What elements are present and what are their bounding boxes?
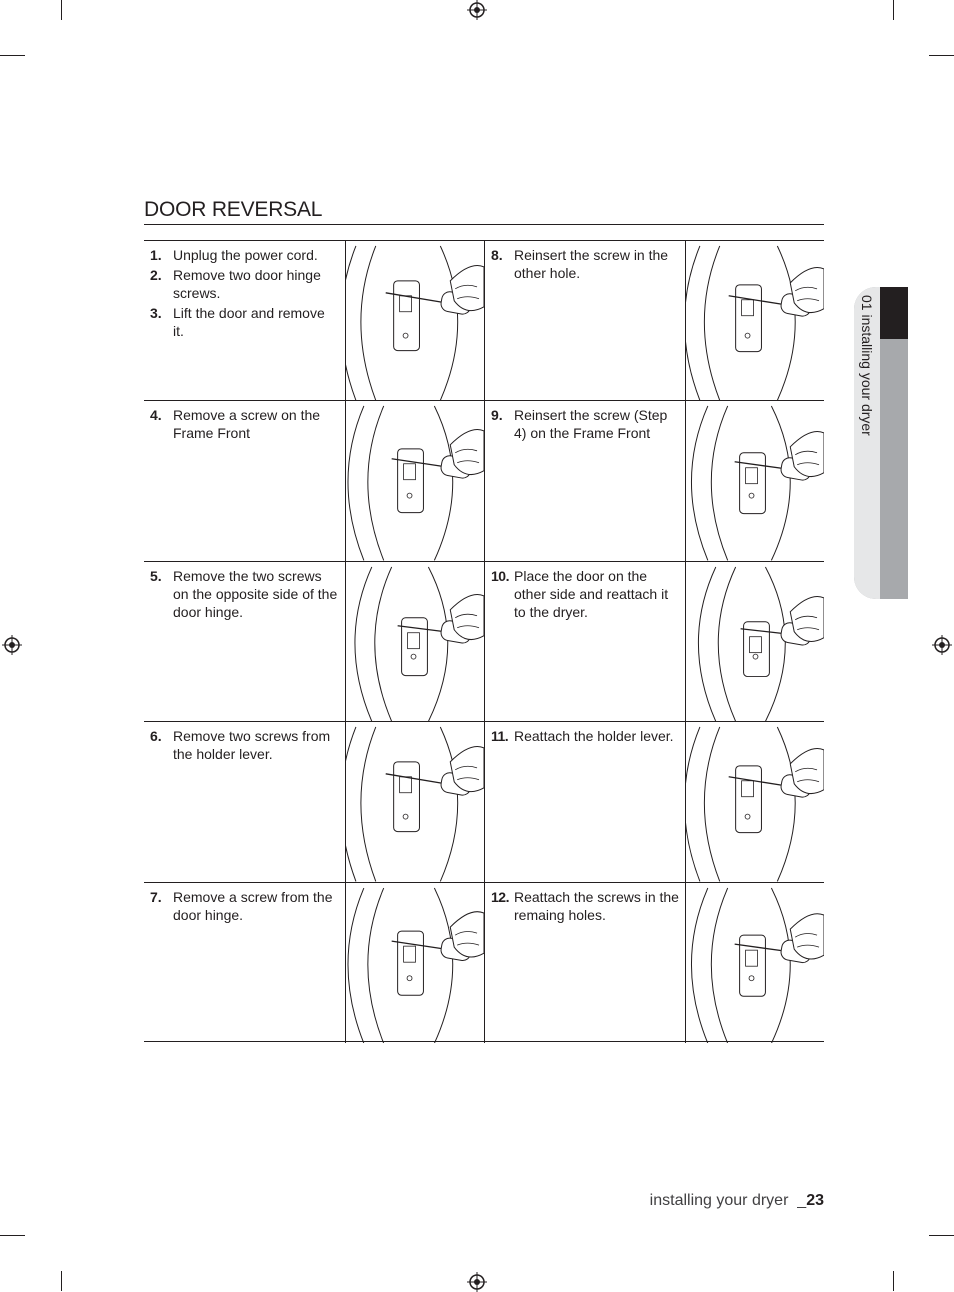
step-cell-left — [144, 562, 345, 722]
footer-text: installing your dryer — [649, 1192, 789, 1209]
page-number: 23 — [806, 1192, 824, 1209]
step-text: Reattach the screws in the remaing holes. — [514, 888, 679, 923]
step-number: 6. — [150, 728, 162, 745]
registration-mark-icon — [2, 635, 22, 655]
step-text: Unplug the power cord. — [173, 247, 318, 263]
crop-mark — [929, 55, 954, 56]
holder-lever-screw-removal-figure — [345, 722, 484, 882]
step-number: 9. — [491, 407, 503, 424]
step-list — [491, 406, 679, 442]
step-number: 3. — [150, 305, 162, 321]
step-text: Remove a screw from the door hinge. — [173, 888, 333, 923]
step-item — [150, 567, 339, 621]
crop-mark — [0, 1235, 25, 1236]
step-text: Remove a screw on the Frame Front — [173, 407, 321, 442]
step-cell-left — [144, 401, 345, 561]
step-text: Reinsert the screw (Step 4) on the Frame Front — [514, 407, 668, 442]
step-cell-right — [484, 883, 685, 1043]
step-number: 11. — [491, 728, 509, 745]
step-item — [491, 567, 679, 621]
step-text: Reattach the holder lever. — [514, 728, 674, 745]
door-hinge-screw-figure — [345, 883, 484, 1043]
crop-mark — [61, 0, 62, 20]
step-text: Remove the two screws on the opposite side of the door hinge. — [173, 567, 338, 620]
step-item — [150, 888, 339, 924]
step-item — [150, 406, 339, 442]
crop-mark — [929, 1235, 954, 1236]
frame-front-screw-reinsert-figure — [685, 401, 824, 561]
holder-lever-reattach-figure — [685, 722, 824, 882]
step-list — [150, 567, 339, 621]
step-item — [491, 246, 679, 282]
step-item — [491, 888, 679, 924]
step-number: 4. — [150, 407, 162, 424]
step-number: 5. — [150, 567, 162, 584]
step-text: Place the door on the other side and reattach it to the dryer. — [514, 567, 669, 620]
step-text: Reinsert the screw in the other hole. — [514, 247, 669, 281]
page-title: DOOR REVERSAL — [144, 198, 323, 221]
step-number: 12. — [491, 888, 509, 905]
page-footer — [650, 1192, 824, 1210]
step-item — [150, 304, 339, 340]
registration-mark-icon — [467, 0, 487, 20]
hinge-screw-reinsert-figure — [685, 241, 824, 401]
step-list — [150, 406, 339, 442]
chapter-tab-label: 01 installing your dryer — [859, 295, 875, 436]
step-number: 2. — [150, 267, 162, 283]
step-list — [491, 567, 679, 621]
step-item — [491, 406, 679, 442]
remaining-holes-screws-figure — [685, 883, 824, 1043]
registration-mark-icon — [932, 635, 952, 655]
step-number: 1. — [150, 247, 162, 263]
step-text: Lift the door and remove it. — [173, 305, 325, 339]
step-cell-left — [144, 241, 345, 401]
step-list — [491, 727, 679, 745]
door-reattach-figure — [685, 562, 824, 722]
crop-mark — [893, 0, 894, 20]
door-hinge-screw-removal-figure — [345, 241, 484, 401]
step-cell-left — [144, 722, 345, 882]
step-item — [150, 266, 339, 302]
step-list — [150, 246, 339, 340]
step-text: Remove two screws from the holder lever. — [173, 728, 331, 763]
step-cell-right — [484, 722, 685, 882]
step-number: 8. — [491, 247, 503, 263]
frame-front-screw-removal-figure — [345, 401, 484, 561]
step-item — [491, 727, 679, 745]
chapter-tab-marker — [880, 287, 908, 339]
step-cell-right — [484, 562, 685, 722]
step-cell-right — [484, 241, 685, 401]
crop-mark — [893, 1271, 894, 1291]
step-list — [491, 888, 679, 924]
step-list — [150, 888, 339, 924]
opposite-hinge-screws-figure — [345, 562, 484, 722]
registration-mark-icon — [467, 1272, 487, 1292]
title-divider — [144, 224, 824, 225]
crop-mark — [0, 55, 25, 56]
step-item — [150, 246, 339, 264]
footer-separator: _ — [797, 1192, 807, 1209]
step-list — [491, 246, 679, 282]
step-cell-right — [484, 401, 685, 561]
step-text: Remove two door hinge screws. — [173, 267, 321, 301]
step-cell-left — [144, 883, 345, 1043]
instruction-table — [144, 240, 824, 1042]
crop-mark — [61, 1271, 62, 1291]
step-list — [150, 727, 339, 763]
step-number: 7. — [150, 888, 162, 905]
step-item — [150, 727, 339, 763]
step-number: 10. — [491, 567, 509, 584]
